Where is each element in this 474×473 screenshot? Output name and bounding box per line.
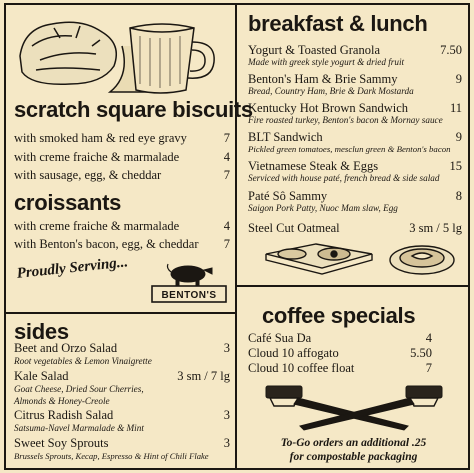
breakfast-item-price: 3 sm / 5 lg [409, 221, 462, 235]
column-divider [235, 3, 237, 470]
coffee-item-name: Café Sua Da [248, 331, 312, 345]
breakfast-item-price: 8 [455, 189, 462, 203]
plate-latte-illustration [262, 240, 462, 286]
coffee-item-price: 4 [425, 331, 432, 345]
breakfast-item-price: 9 [455, 72, 462, 86]
biscuit-item-name: with smoked ham & red eye gravy [14, 131, 187, 145]
side-item-price: 3 sm / 7 lg [177, 369, 230, 383]
breakfast-item-name: Steel Cut Oatmeal [248, 221, 340, 235]
togo-note-line1: To-Go orders an additional .25 [280, 437, 427, 449]
biscuits-coffee-illustration [10, 6, 225, 98]
side-item-desc: Satsuma-Navel Marmalade & Mint [14, 423, 144, 433]
proudly-serving-script: Proudly Serving... [16, 254, 129, 282]
croissants-title: croissants [14, 190, 122, 215]
croissant-item-price: 7 [223, 237, 230, 251]
side-item-desc-line2: Almonds & Honey-Creole [14, 396, 110, 406]
biscuit-item-name: with sausage, egg, & cheddar [14, 168, 162, 182]
breakfast-item-desc: Made with greek style yogurt & dried fruit [248, 57, 405, 67]
biscuit-item-name: with creme fraiche & marmalade [14, 150, 180, 164]
breakfast-item-name: Benton's Ham & Brie Sammy [248, 72, 398, 86]
breakfast-item-desc: Fire roasted turkey, Benton's bacon & Mornay sauce [248, 115, 443, 125]
breakfast-item-desc: Pickled green tomatoes, mesclun green & Benton's bacon [248, 144, 451, 154]
biscuit-item-price: 7 [223, 131, 230, 145]
coffee-item-price: 5.50 [410, 346, 432, 360]
biscuits-title: scratch square biscuits [14, 97, 253, 122]
side-item-name: Sweet Soy Sprouts [14, 436, 109, 450]
coffee-item-name: Cloud 10 coffee float [248, 361, 355, 375]
coffee-item-price: 7 [425, 361, 432, 375]
biscuit-item-price: 7 [223, 168, 230, 182]
togo-note-line2: for compostable packaging [289, 451, 418, 463]
side-item-price: 3 [223, 436, 230, 450]
breakfast-item-name: Kentucky Hot Brown Sandwich [248, 101, 409, 115]
side-item-price: 3 [223, 408, 230, 422]
sides-title: sides [14, 319, 69, 344]
sides-divider [4, 312, 237, 314]
breakfast-item-desc: Bread, Country Ham, Brie & Dark Mostarda [248, 86, 414, 96]
breakfast-item-name: Paté Sô Sammy [248, 189, 328, 203]
breakfast-item-price: 11 [449, 101, 462, 115]
breakfast-item-name: Vietnamese Steak & Eggs [248, 159, 379, 173]
side-item-desc: Goat Cheese, Dried Sour Cherries, [14, 384, 144, 394]
side-item-desc: Root vegetables & Lemon Vinaigrette [14, 356, 152, 366]
bentons-logo-text: BENTON'S [161, 290, 217, 301]
coffee-item-name: Cloud 10 affogato [248, 346, 339, 360]
biscuit-item-price: 4 [223, 150, 230, 164]
side-item-name: Kale Salad [14, 369, 69, 383]
breakfast-item-name: Yogurt & Toasted Granola [248, 43, 380, 57]
breakfast-item-price: 9 [455, 130, 462, 144]
breakfast-item-price: 15 [449, 159, 462, 173]
breakfast-item-desc: Serviced with house paté, french bread & side salad [248, 173, 440, 183]
breakfast-lunch-title: breakfast & lunch [248, 11, 428, 36]
croissant-item-name: with Benton's bacon, egg, & cheddar [14, 237, 199, 251]
crossed-portafilters-icon [258, 382, 450, 432]
side-item-name: Beet and Orzo Salad [14, 341, 118, 355]
breakfast-item-name: BLT Sandwich [248, 130, 323, 144]
breakfast-item-price: 7.50 [440, 43, 462, 57]
side-item-desc: Brussels Sprouts, Kecap, Espresso & Hint of Chili Flake [14, 451, 209, 461]
croissant-item-price: 4 [223, 219, 230, 233]
side-item-name: Citrus Radish Salad [14, 408, 114, 422]
breakfast-item-desc: Saigon Pork Patty, Nuoc Mam slaw, Egg [248, 203, 398, 213]
side-item-price: 3 [223, 341, 230, 355]
coffee-specials-title: coffee specials [262, 303, 416, 328]
croissant-item-name: with creme fraiche & marmalade [14, 219, 180, 233]
